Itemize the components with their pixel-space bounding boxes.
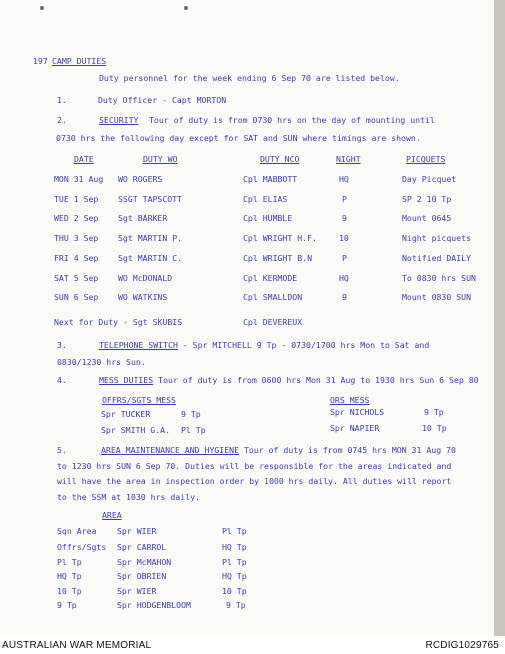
area-cell: Offrs/Sgts	[57, 542, 107, 552]
area-name: Spr McMAHON	[117, 557, 172, 567]
cell-wo: Sgt MARTIN P.	[118, 233, 183, 243]
page-edge	[494, 0, 505, 636]
section-5-number: 5.	[57, 445, 67, 455]
cell-night: HQ	[339, 273, 349, 283]
section-3-number: 3.	[57, 340, 67, 350]
cell-date: TUE 1 Sep	[54, 194, 99, 204]
section-4-number: 4.	[57, 375, 67, 385]
offrs-mess-name: Spr SMITH G.A.	[101, 425, 171, 435]
footer-institution: AUSTRALIAN WAR MEMORIAL	[2, 640, 152, 651]
cell-night: HQ	[339, 174, 349, 184]
page-number: 197	[33, 56, 48, 66]
cell-nco: Cpl KERMODE	[243, 273, 298, 283]
cell-nco: Cpl SMALLDON	[243, 292, 303, 302]
cell-picquets: Night picquets	[402, 233, 472, 243]
cell-date: THU 3 Sep	[54, 233, 99, 243]
section-2-title: SECURITY	[99, 115, 139, 125]
cell-picquets: SP 2 10 Tp	[402, 194, 452, 204]
section-3-title: TELEPHONE SWITCH	[99, 340, 178, 350]
area-unit: 9 Tp	[226, 600, 246, 610]
area-unit: 10 Tp	[222, 586, 247, 596]
header-duty-nco: DUTY NCO	[260, 154, 300, 164]
section-4-text: Tour of duty is from 0600 hrs Mon 31 Aug to 1930 hrs Sun 6 Sep 80	[153, 375, 479, 385]
section-5-line-2: to 1230 hrs SUN 6 Sep 70. Duties will be responsible for the areas indicated and	[57, 461, 452, 471]
area-unit: Pl Tp	[222, 526, 247, 536]
cell-date: SUN 6 Sep	[54, 292, 99, 302]
offrs-mess-name: Spr TUCKER	[101, 409, 151, 419]
archive-footer	[0, 636, 505, 654]
cell-date: FRI 4 Sep	[54, 253, 99, 263]
section-3-line-2: 0830/1230 hrs Sun.	[57, 357, 146, 367]
section-5-line-1: Tour of duty is from 0745 hrs MON 31 Aug 70	[239, 445, 456, 455]
area-name: Spr CARROL	[117, 542, 167, 552]
area-unit: Pl Tp	[222, 557, 247, 567]
section-2-line-2: 0730 hrs the following day except for SAT and SUN where timings are shown.	[56, 133, 421, 143]
cell-wo: WO McDONALD	[118, 273, 173, 283]
cell-wo: SSGT TAPSCOTT	[118, 194, 183, 204]
section-5-title: AREA MAINTENANCE AND HYGIENE	[101, 445, 240, 455]
area-name: Spr WIER	[117, 586, 157, 596]
cell-date: SAT 5 Sep	[54, 273, 99, 283]
cell-nco: Cpl WRIGHT H.F.	[243, 233, 317, 243]
section-5-line-3: will have the area in inspection order by 1000 hrs daily. All duties will report	[57, 476, 452, 486]
ors-mess-unit: 10 Tp	[422, 423, 447, 433]
cell-night: 9	[342, 213, 347, 223]
area-cell: Sqn Area	[57, 526, 97, 536]
cell-wo: WO WATKINS	[118, 292, 168, 302]
punch-hole	[40, 6, 44, 10]
ors-mess-name: Spr NICHOLS	[330, 407, 385, 417]
cell-night: 9	[342, 292, 347, 302]
section-2-line-1: Tour of duty is from 0730 hrs on the day of mounting until	[149, 115, 435, 125]
section-4-row	[99, 376, 479, 384]
next-for-duty-nco: Cpl DEVEREUX	[243, 317, 303, 327]
header-night: NIGHT	[336, 154, 361, 164]
offrs-mess-unit: Pl Tp	[181, 425, 206, 435]
cell-date: MON 31 Aug	[54, 174, 104, 184]
section-4-title: MESS DUTIES	[99, 375, 154, 385]
cell-wo: WO ROGERS	[118, 174, 163, 184]
header-picquets: PICQUETS	[406, 154, 446, 164]
cell-nco: Cpl ELIAS	[243, 194, 288, 204]
cell-picquets: Mount 0645	[402, 213, 452, 223]
ors-mess-name: Spr NAPIER	[330, 423, 380, 433]
next-for-duty: Next for Duty - Sgt SKUBIS	[54, 317, 183, 327]
cell-picquets: To 0830 hrs SUN	[402, 273, 476, 283]
section-1-text: Duty Officer - Capt MORTON	[98, 95, 227, 105]
area-name: Spr WIER	[117, 526, 157, 536]
section-3-line-1: - Spr MITCHELL 9 Tp - 0730/1700 hrs Mon to Sat and	[177, 340, 430, 350]
cell-picquets: Mount 0830 SUN	[402, 292, 472, 302]
area-name: Spr HODGENBLOOM	[117, 600, 191, 610]
ors-mess-header: ORS MESS	[330, 395, 370, 405]
area-unit: HQ Tp	[222, 542, 247, 552]
area-name: Spr OBRIEN	[117, 571, 167, 581]
section-2-number: 2.	[57, 115, 67, 125]
header-date: DATE	[74, 154, 94, 164]
ors-mess-unit: 9 Tp	[424, 407, 444, 417]
area-header: AREA	[102, 510, 122, 520]
footer-record-id: RCDIG1029765	[425, 640, 499, 651]
header-duty-wo: DUTY WO	[143, 154, 178, 164]
cell-date: WED 2 Sep	[54, 213, 99, 223]
punch-hole	[184, 6, 188, 10]
area-cell: Pl Tp	[57, 557, 82, 567]
intro-text: Duty personnel for the week ending 6 Sep 70 are listed below.	[99, 73, 400, 83]
cell-night: P	[342, 194, 347, 204]
offrs-mess-header: OFFRS/SGTS MESS	[102, 395, 176, 405]
cell-night: 10	[339, 233, 349, 243]
section-5-line-4: to the SSM at 1030 hrs daily.	[57, 492, 200, 502]
cell-picquets: Day Picquet	[402, 174, 457, 184]
area-cell: 10 Tp	[57, 586, 82, 596]
area-unit: HQ Tp	[222, 571, 247, 581]
cell-wo: Sgt BARKER	[118, 213, 168, 223]
section-1-number: 1.	[57, 95, 67, 105]
page-heading: CAMP DUTIES	[52, 56, 107, 66]
cell-nco: Cpl HUMBLE	[243, 213, 293, 223]
section-5-row	[101, 446, 456, 454]
section-3-row	[99, 341, 429, 349]
cell-nco: Cpl MABBOTT	[243, 174, 298, 184]
cell-wo: Sgt MARTIN C.	[118, 253, 183, 263]
area-cell: HQ Tp	[57, 571, 82, 581]
cell-night: P	[342, 253, 347, 263]
area-cell: 9 Tp	[57, 600, 77, 610]
cell-nco: Cpl WRIGHT B.N	[243, 253, 313, 263]
offrs-mess-unit: 9 Tp	[181, 409, 201, 419]
cell-picquets: Notified DAILY	[402, 253, 472, 263]
